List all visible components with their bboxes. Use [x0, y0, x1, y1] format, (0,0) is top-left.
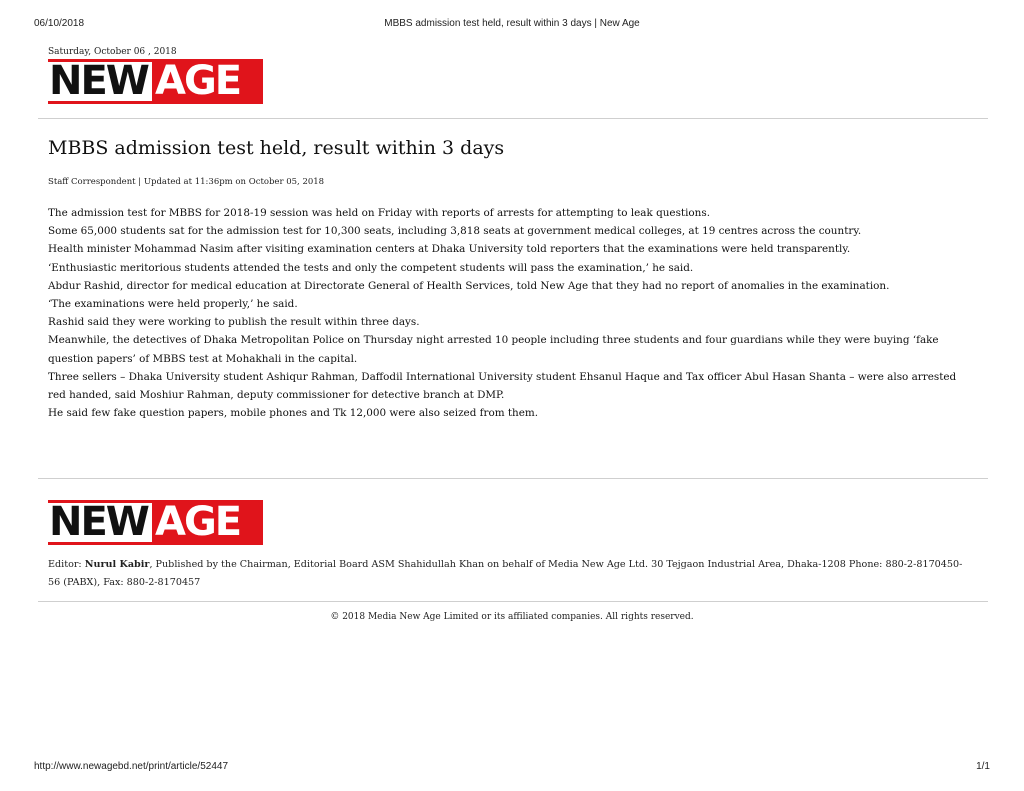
print-footer [34, 761, 990, 775]
print-header [34, 18, 990, 32]
newage-footer-logo[interactable] [48, 500, 263, 545]
footer-top-divider [38, 478, 988, 479]
header-divider [38, 118, 988, 119]
article-byline: Staff Correspondent | Updated at 11:36pm on October 05, 2018 [48, 177, 325, 187]
logo-text-new: NEW [48, 500, 152, 545]
article-paragraph: He said few fake question papers, mobile phones and Tk 12,000 were also seized from them. [48, 407, 539, 420]
print-url: http://www.newagebd.net/print/article/52447 [34, 761, 229, 772]
editor-details: , Published by the Chairman, Editorial Board ASM Shahidullah Khan on behalf of Media New Age Ltd. 30 Tejgaon Industrial Area, Dhaka-1208 Phone: 880-2-8170450-56 (PABX), Fax: 880-2-8170457 [48, 559, 963, 588]
article-paragraph: Health minister Mohammad Nasim after visiting examination centers at Dhaka University told reporters that the examinations were held transparently. [48, 243, 851, 256]
editor-name: Nurul Kabir [84, 559, 150, 570]
logo-text-age: AGE [152, 59, 263, 104]
article-body [48, 204, 968, 422]
article-paragraph: Some 65,000 students sat for the admission test for 10,300 seats, including 3,818 seats at government medical colleges, at 19 centres across the country. [48, 225, 862, 238]
logo-text-new: NEW [48, 59, 152, 104]
print-page-title: MBBS admission test held, result within 3 days | New Age [384, 18, 640, 29]
print-date: 06/10/2018 [34, 18, 85, 29]
article-paragraph: Rashid said they were working to publish the result within three days. [48, 316, 420, 329]
print-page-number: 1/1 [976, 761, 990, 772]
editor-prefix: Editor: [48, 559, 85, 570]
article-paragraph: Meanwhile, the detectives of Dhaka Metropolitan Police on Thursday night arrested 10 people including three students and four guardians while they were buying ‘fake question papers’ of MBBS test at Mohakhali in the capital. [48, 334, 939, 365]
article-paragraph: Abdur Rashid, director for medical education at Directorate General of Health Services, told New Age that they had no report of anomalies in the examination. [48, 279, 890, 292]
article-headline: MBBS admission test held, result within 3 days [48, 137, 505, 159]
article-paragraph: Three sellers – Dhaka University student Ashiqur Rahman, Daffodil International University student Ehsanul Haque and Tax officer Abul Hasan Shanta – were also arrested red handed, said Moshiur Rahman, deputy commissioner for detective branch at DMP. [48, 370, 957, 402]
article-paragraph: ‘Enthusiastic meritorious students attended the tests and only the competent students will pass the examination,’ he said. [48, 261, 694, 274]
article-paragraph: ‘The examinations were held properly,’ he said. [48, 298, 298, 311]
newage-logo[interactable] [48, 59, 263, 104]
copyright-notice: © 2018 Media New Age Limited or its affiliated companies. All rights reserved. [330, 612, 694, 622]
logo-text-age: AGE [152, 500, 263, 545]
article-paragraph: The admission test for MBBS for 2018-19 session was held on Friday with reports of arrests for attempting to leak questions. [48, 207, 710, 219]
masthead-date: Saturday, October 06 , 2018 [48, 47, 177, 57]
footer-divider [38, 601, 988, 602]
editor-info [48, 556, 968, 592]
